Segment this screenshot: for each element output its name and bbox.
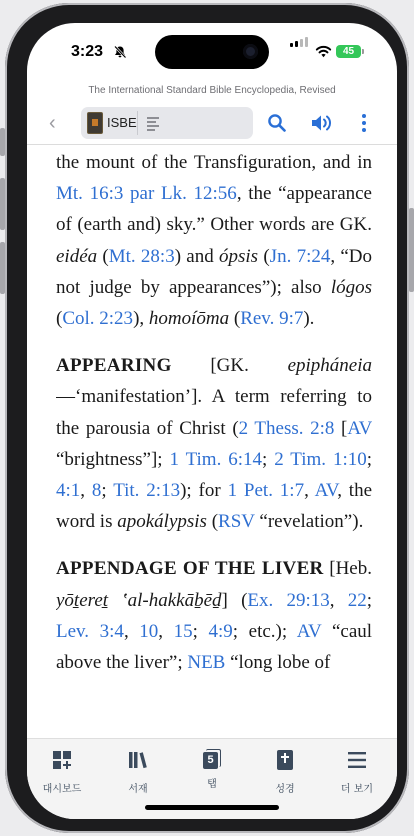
scripture-link[interactable]: 15 (173, 620, 193, 642)
scripture-link[interactable]: Lev. 3:4 (56, 620, 124, 642)
selector-divider (137, 111, 138, 135)
scripture-link[interactable]: 22 (347, 589, 367, 611)
tab-label: 대시보드 (42, 784, 82, 795)
tab-more[interactable] (322, 749, 392, 795)
text-run: , (304, 480, 315, 502)
scripture-link[interactable]: 1 Tim. 6:14 (169, 448, 263, 470)
scripture-link[interactable]: Jn. 7:24 (269, 245, 331, 267)
dashboard-icon (51, 749, 73, 771)
greek-term: epipháneia (287, 355, 372, 377)
text-run: the mount of the Transfiguration, and in (56, 152, 372, 173)
text-run: ) and (174, 245, 219, 267)
tab-bible[interactable] (250, 749, 320, 795)
article-content (56, 147, 372, 737)
entry-headword: APPEARING (56, 355, 172, 377)
text-run: [ (334, 417, 348, 439)
text-run: ( (97, 245, 109, 267)
text-run: ), (133, 308, 149, 330)
text-run: ( (258, 245, 270, 267)
table-of-contents-icon[interactable] (147, 116, 159, 130)
scripture-link[interactable]: 2 Thess. 2:8 (238, 417, 335, 439)
scripture-link[interactable]: 10 (139, 620, 159, 642)
search-icon[interactable] (267, 113, 287, 133)
version-link[interactable]: AV (296, 620, 322, 642)
scripture-link[interactable]: 4:9 (208, 620, 233, 642)
phone-frame (5, 3, 409, 833)
text-run: ; etc.); (232, 620, 297, 642)
text-run: ( (56, 308, 63, 330)
text-run: ; (366, 589, 372, 611)
text-run: , (123, 620, 140, 642)
front-camera (243, 44, 258, 59)
greek-term: homoíōma (148, 308, 230, 330)
library-books-icon (127, 749, 149, 771)
scripture-link[interactable]: 1 Pet. 1:7 (227, 480, 305, 502)
resource-selector[interactable] (81, 107, 253, 139)
entry-appearing (56, 350, 372, 537)
text-run: “long lobe of (225, 652, 331, 674)
text-run: ); for (180, 480, 228, 502)
speaker-icon[interactable] (310, 112, 334, 134)
scripture-link[interactable]: Tit. 2:13 (113, 480, 181, 502)
hamburger-menu-icon (346, 749, 368, 771)
scripture-link[interactable]: 8 (91, 480, 102, 502)
tab-label: 더 보기 (340, 784, 374, 795)
text-run: , “Do not judge by appearances”); also (56, 245, 372, 298)
scripture-link[interactable]: Ex. 29:13 (247, 589, 330, 611)
tab-label: 탭 (207, 779, 217, 790)
status-time: 3:23 (71, 43, 104, 60)
text-run: ; (101, 480, 114, 502)
entry-appendage-of-the-liver (56, 553, 372, 678)
scripture-link[interactable]: Mt. 16:3 par Lk. 12:56 (56, 183, 237, 205)
tabs-count-icon (201, 749, 223, 771)
dynamic-island (155, 35, 269, 69)
text-run: ( (229, 308, 241, 330)
tab-tabs[interactable] (177, 749, 247, 790)
text-run: [Heb. (323, 558, 372, 580)
scripture-link[interactable]: Rev. 9:7 (240, 308, 304, 330)
tab-label: 서재 (128, 784, 148, 795)
text-run: “revelation”). (254, 511, 364, 533)
battery-indicator: 45 (336, 45, 361, 58)
hebrew-term: yōṯereṯ ʽal-hakkāḇēḏ (56, 589, 222, 611)
text-run: ; (262, 448, 275, 470)
version-link[interactable]: AV (347, 417, 372, 439)
home-indicator[interactable] (145, 805, 279, 810)
greek-term: lógos (330, 276, 372, 298)
greek-term: ópsis (219, 245, 259, 267)
text-run: ( (206, 511, 219, 533)
text-run: “brightness”]; (56, 448, 170, 470)
wifi-icon (315, 44, 332, 58)
text-run: , (80, 480, 92, 502)
text-run: —‘manifestation’]. A term referring to the parousia of Christ ( (56, 386, 372, 439)
scripture-link[interactable]: 4:1 (56, 480, 81, 502)
tab-library[interactable] (103, 749, 173, 795)
text-run: , the word is (56, 480, 372, 533)
tab-dashboard[interactable] (27, 749, 97, 795)
more-options-icon[interactable] (359, 113, 369, 133)
version-link[interactable]: RSV (218, 511, 255, 533)
paragraph-appearance (56, 147, 372, 334)
header-divider (27, 144, 397, 145)
book-cover-icon (87, 112, 103, 134)
version-link[interactable]: AV (314, 480, 338, 502)
tabs-count: 5 (203, 752, 218, 769)
version-link[interactable]: NEB (187, 652, 226, 674)
entry-headword: APPENDAGE OF THE LIVER (56, 558, 324, 580)
back-chevron-icon[interactable]: ‹ (49, 112, 56, 134)
resource-abbreviation: ISBE (107, 115, 137, 130)
bible-icon (274, 749, 296, 771)
status-bar (27, 23, 397, 81)
silent-bell-icon (113, 45, 127, 59)
text-run: , (329, 589, 348, 611)
power-button (409, 208, 414, 292)
text-run: “caul above the liver”; (56, 620, 372, 674)
text-run: ). (303, 308, 315, 330)
text-run: , (158, 620, 174, 642)
text-run: ; (366, 448, 372, 470)
reader-toolbar (27, 105, 397, 143)
scripture-link[interactable]: 2 Tim. 1:10 (274, 448, 367, 470)
text-run: ] ( (221, 589, 248, 611)
screen (27, 23, 397, 819)
tab-label: 성경 (275, 784, 295, 795)
greek-term: apokálypsis (117, 511, 207, 533)
scripture-link[interactable]: Mt. 28:3 (108, 245, 175, 267)
text-run: ; (192, 620, 209, 642)
scripture-link[interactable]: Col. 2:23 (62, 308, 134, 330)
resource-title: The International Standard Bible Encyclopedia, Revised (88, 85, 336, 96)
greek-term: eidéa (56, 245, 98, 267)
text-run: [GK. (171, 355, 288, 377)
text-run: , the “appearance of (earth and) sky.” Other words are GK. (56, 183, 372, 236)
